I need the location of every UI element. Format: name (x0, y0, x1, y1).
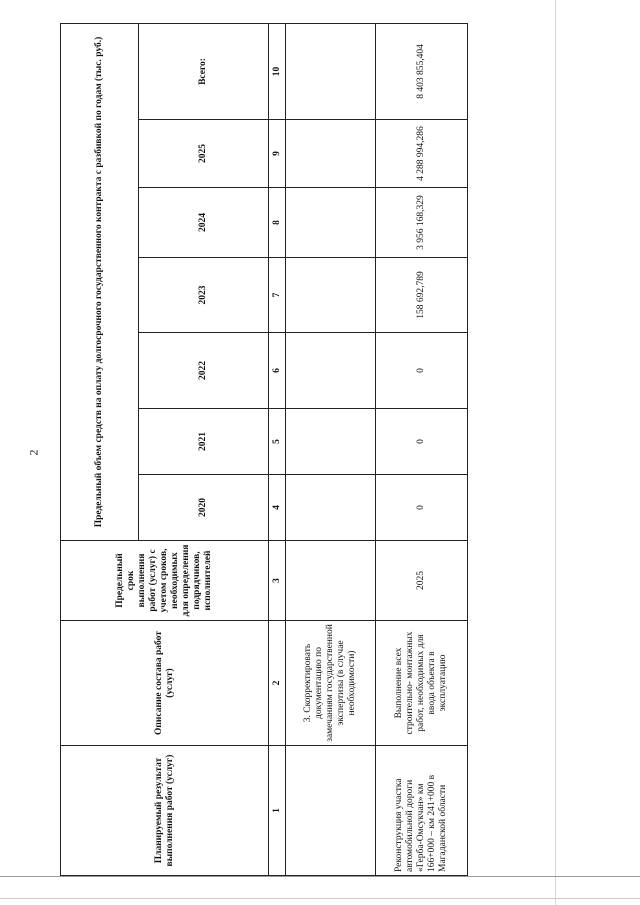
row-value (286, 258, 376, 333)
header-result: Планируемый результат выполнения работ (услуг) (61, 746, 269, 876)
col-num: 4 (269, 475, 286, 541)
row-value (286, 409, 376, 475)
table-row (286, 23, 376, 875)
row-value (286, 188, 376, 258)
page-edge-rule (555, 0, 556, 905)
row-value (286, 23, 376, 119)
row-value (286, 333, 376, 409)
row-value: 0 (376, 475, 468, 541)
col-num: 3 (269, 541, 286, 621)
year-2022: 2022 (139, 333, 269, 409)
col-num: 8 (269, 188, 286, 258)
row-result (286, 746, 376, 876)
year-2023: 2023 (139, 258, 269, 333)
year-2025: 2025 (139, 120, 269, 188)
row-deadline (286, 541, 376, 621)
col-num: 2 (269, 621, 286, 746)
row-value: 4 288 994,286 (376, 120, 468, 188)
row-value: 0 (376, 409, 468, 475)
row-deadline: 2025 (376, 541, 468, 621)
col-num: 5 (269, 409, 286, 475)
scan-rule (0, 876, 640, 877)
page-number: 2 (26, 449, 41, 456)
row-value (286, 120, 376, 188)
col-num: 1 (269, 746, 286, 876)
year-2020: 2020 (139, 475, 269, 541)
table-row (376, 23, 468, 875)
column-number-row (269, 23, 286, 875)
contract-table (60, 23, 468, 876)
row-description: Выполнение всех строительно- монтажных работ, необходимых для ввода объекта в эксплуатацию (376, 621, 468, 746)
col-num: 6 (269, 333, 286, 409)
row-value: 3 956 168,329 (376, 188, 468, 258)
col-num: 9 (269, 120, 286, 188)
row-value: 8 403 855,404 (376, 23, 468, 119)
col-num: 10 (269, 23, 286, 119)
row-value: 158 692,789 (376, 258, 468, 333)
rotated-table-area (60, 24, 450, 876)
header-limit-title: Предельный объем средств на оплату долгосрочного государственного контракта с разбивкой по годам (тыс. руб.) (61, 23, 139, 540)
year-2024: 2024 (139, 188, 269, 258)
row-description: 3. Скорректировать документацию по замечаниям государственной экспертизы (в случае необходимости) (286, 621, 376, 746)
year-2021: 2021 (139, 409, 269, 475)
year-total: Всего: (139, 23, 269, 119)
header-deadline: Предельный срок выполнения работ (услуг) с учетом сроков, необходимых для определения подрядчиков, исполнителей (61, 541, 269, 621)
row-result: Реконструкция участка автомобильной дороги «Герба-Омсукчан» км 166+000 – км 241+000 в Магаданской области (376, 746, 468, 876)
header-row-1 (61, 23, 139, 875)
col-num: 7 (269, 258, 286, 333)
row-value: 0 (376, 333, 468, 409)
header-description: Описание состава работ (услуг) (61, 621, 269, 746)
scan-rule-lower (0, 898, 640, 899)
row-value (286, 475, 376, 541)
